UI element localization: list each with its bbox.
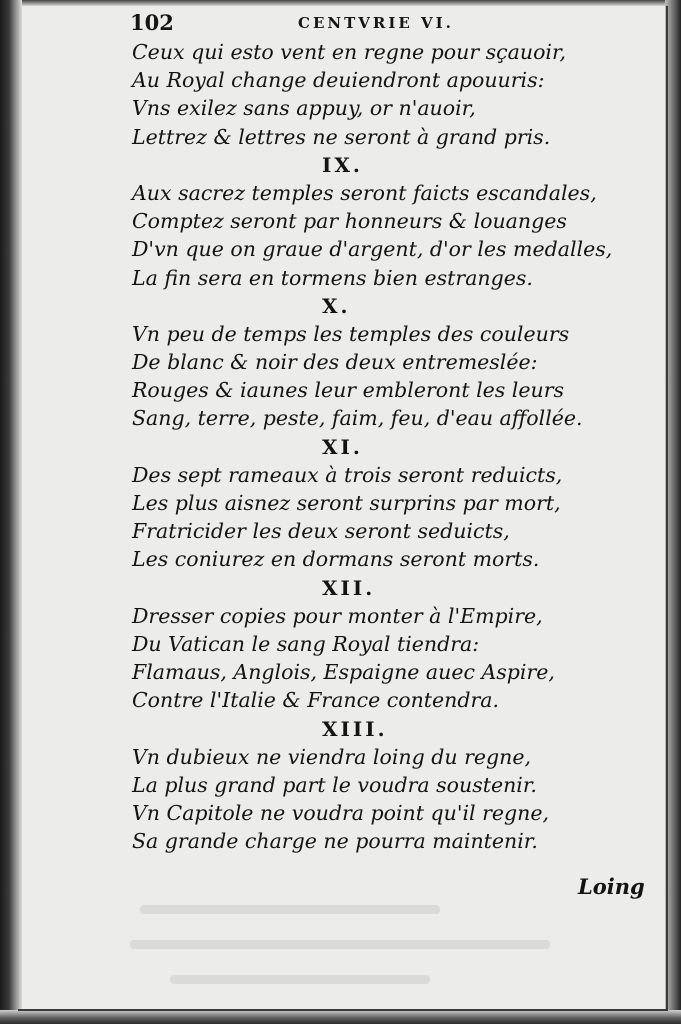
bleed-line [130,940,550,949]
running-title: CENTVRIE VI. [298,14,454,32]
verse-line: Rouges & iaunes leur embleront les leurs [132,378,565,403]
bleed-line [170,975,430,984]
verse-line: Lettrez & lettres ne seront à grand pris. [132,124,551,149]
show-through-bleed [130,905,610,1005]
verse-line: D'vn que on graue d'argent, d'or les medalles, [132,237,613,262]
verse-line: Dresser copies pour monter à l'Empire, [132,603,543,628]
verse-line: Vn peu de temps les temples des couleurs [132,321,570,346]
verse-line: Les coniurez en dormans seront morts. [132,547,540,572]
verse-line: Contre l'Italie & France contendra. [132,688,500,713]
verse-line: Flamaus, Anglois, Espaigne auec Aspire, [132,660,555,685]
verse-line: Au Royal change deuiendront apouuris: [132,68,545,93]
verse-line: De blanc & noir des deux entremeslée: [132,350,538,375]
quatrain-number: XI. [322,434,363,459]
verse-line: Les plus aisnez seront surprins par mort, [132,491,561,515]
verse-line: Comptez seront par honneurs & louanges [132,209,567,234]
verse-line: La fin sera en tormens bien estranges. [132,265,533,290]
verse-line: Sa grande charge ne pourra maintenir. [132,829,538,854]
verse-line: Vns exilez sans appuy, or n'auoir, [132,96,476,121]
bleed-line [140,905,440,914]
verse-line: La plus grand part le voudra soustenir. [132,772,537,797]
verse-line: Aux sacrez temples seront faicts escandales, [132,180,597,205]
verse-line: Du Vatican le sang Royal tiendra: [132,631,480,656]
verse-line: Ceux qui esto vent en regne pour sçauoir, [132,40,567,64]
verse-line: Vn dubieux ne viendra loing du regne, [132,744,531,769]
running-head [130,10,600,36]
quatrain-number: X. [322,293,351,318]
verse-line: Sang, terre, peste, faim, feu, d'eau affollée. [132,406,583,431]
page-number: 102 [130,10,174,35]
quatrain-number: IX. [322,152,363,177]
verse-line: Vn Capitole ne voudra point qu'il regne, [132,801,550,826]
quatrain-number: XII. [322,575,376,600]
page-bottom-edge [0,1010,681,1024]
verse-line: Des sept rameaux à trois seront reduicts, [132,462,563,487]
verse-line: Fratricider les deux seront seduicts, [132,519,510,544]
catchword: Loing [578,874,645,899]
quatrain-text [132,38,652,855]
quatrain-number: XIII. [322,716,388,741]
